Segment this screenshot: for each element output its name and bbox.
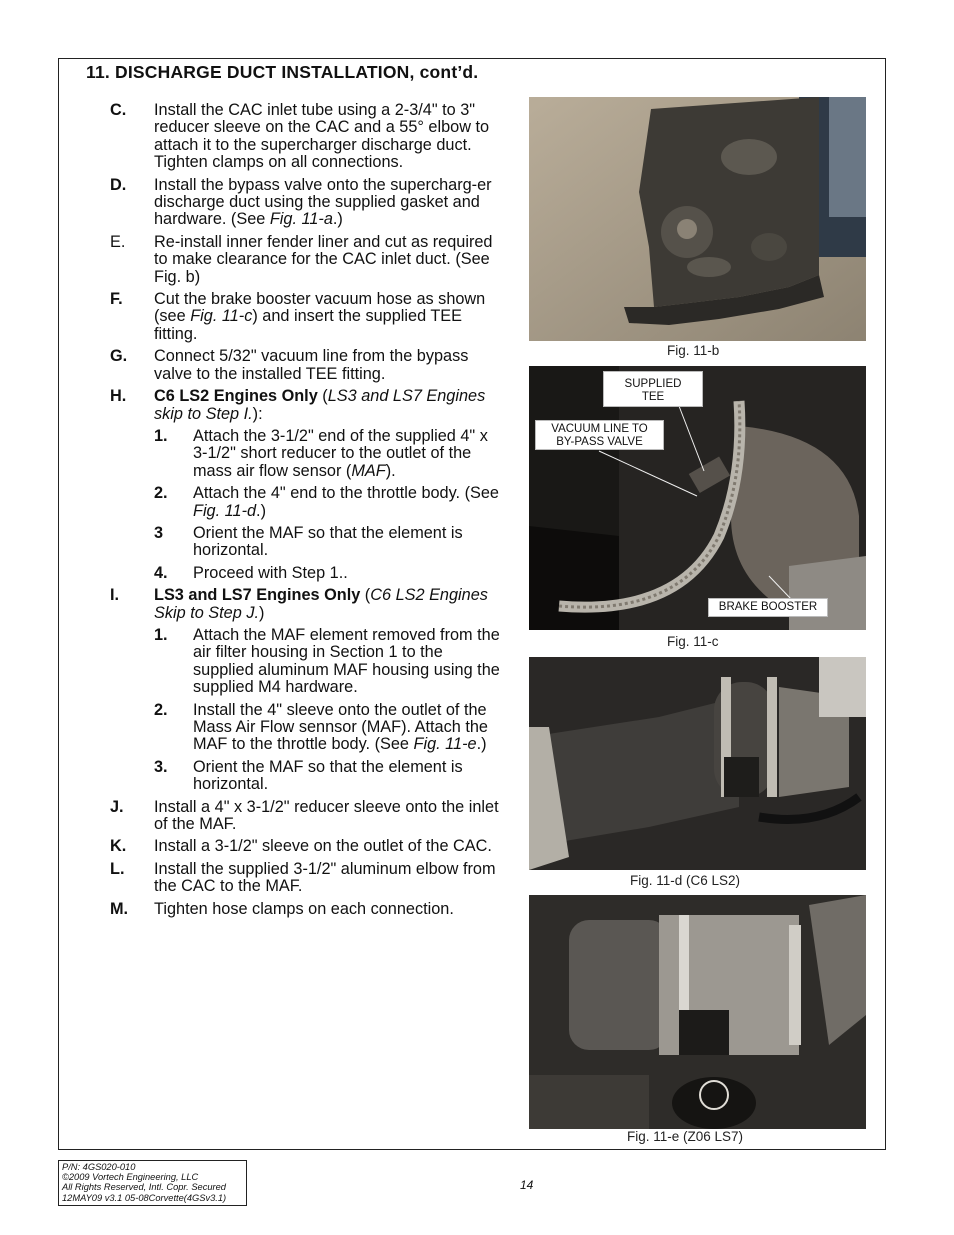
figure-11b-caption: Fig. 11-b: [667, 343, 720, 358]
step-l: [110, 861, 505, 896]
step-text: Install a 3-1/2" sleeve on the outlet of the CAC.: [154, 837, 492, 856]
step-heading: LS3 and LS7 Engines Only: [154, 586, 361, 605]
step-label: M.: [110, 899, 129, 918]
sub-step-reference: MAF: [351, 461, 386, 480]
step-text-end: ) and insert the supplied TEE fitting.: [154, 307, 463, 343]
sub-step-text: Orient the MAF so that the element is horizontal.: [193, 757, 463, 794]
sub-step-label: 1.: [154, 426, 168, 445]
step-f: [110, 291, 505, 343]
callout-label: VACUUM LINE TO BY-PASS VALVE: [551, 423, 648, 448]
sub-step-reference: Fig. 11-d: [193, 501, 257, 520]
sub-step-text-end: ).: [385, 461, 396, 480]
step-k: [110, 838, 505, 855]
maf-ls2-image: [529, 657, 866, 870]
sub-step-label: 3: [154, 523, 164, 542]
rights-line: All Rights Reserved, Intl. Copr. Secured: [62, 1182, 226, 1193]
revision-line: 12MAY09 v3.1 05-08Corvette(4GSv3.1): [62, 1192, 227, 1203]
step-label: D.: [110, 175, 127, 194]
figure-reference: Fig. 11-a: [269, 210, 333, 229]
step-label: E.: [110, 232, 126, 251]
figure-11e-caption: Fig. 11-e (Z06 LS7): [627, 1129, 744, 1144]
step-text: Install the bypass valve onto the supercharg-er discharge duct using the supplied gasket and hardware. (See: [154, 175, 492, 229]
step-text: Tighten hose clamps on each connection.: [154, 899, 454, 918]
sub-step-text-end: .): [256, 501, 266, 520]
page-number: 14: [520, 1178, 534, 1192]
instruction-steps: [110, 102, 505, 923]
step-label: F.: [110, 290, 123, 309]
step-i: I. LS3 and LS7 Engines Only (C6 LS2 Engines Skip to Step J.): [110, 586, 488, 622]
step-text-end: .): [332, 210, 343, 229]
sub-step-text: Orient the MAF so that the element is horizontal.: [193, 523, 463, 560]
step-d: [110, 177, 505, 229]
sub-step-text: Attach the 4" end to the throttle body. (See: [193, 484, 499, 503]
sub-step-label: 3.: [154, 757, 168, 776]
figure-11c-caption: Fig. 11-c: [667, 634, 719, 649]
step-g: [110, 348, 505, 383]
sub-step: [154, 759, 505, 794]
figure-11d-photo: [529, 657, 866, 870]
footer-copyright-box: [58, 1160, 247, 1206]
fender-liner-image: [529, 97, 866, 341]
step-h: H. C6 LS2 Engines Only (LS3 and LS7 Engines skip to Step I.):: [110, 387, 486, 423]
callout-brake-booster: [708, 598, 828, 617]
step-text: Connect 5/32" vacuum line from the bypass valve to the installed TEE fitting.: [154, 347, 469, 383]
step-heading: C6 LS2 Engines Only: [154, 387, 318, 406]
step-label: G.: [110, 347, 128, 366]
section-title: 11. DISCHARGE DUCT INSTALLATION, cont’d.: [86, 62, 479, 82]
figure-reference: Fig. 11-c: [190, 307, 253, 326]
step-j: [110, 799, 505, 834]
sub-step-text-end: .): [476, 735, 487, 754]
sub-step-text: Attach the 3-1/2" end of the supplied 4" x 3-1/2" short reducer to the outlet of the mass air flow sensor (: [193, 426, 488, 480]
callout-vacuum-line: [535, 420, 664, 450]
figure-11b-photo: [529, 97, 866, 341]
figure-11d-caption: Fig. 11-d (C6 LS2): [630, 873, 741, 888]
callout-label: SUPPLIED TEE: [624, 378, 682, 403]
sub-step: [154, 485, 505, 520]
sub-step-label: 1.: [154, 625, 168, 644]
sub-step: [154, 525, 505, 560]
step-text: Install a 4" x 3-1/2" reducer sleeve onto the inlet of the MAF.: [154, 797, 499, 834]
sub-step-text: Install the 4" sleeve onto the outlet of the Mass Air Flow sennsor (MAF). Attach the MAF to the throttle body. (See: [193, 700, 488, 754]
step-label: J.: [110, 797, 124, 816]
copyright-line: ©2009 Vortech Engineering, LLC: [62, 1172, 199, 1183]
step-text: Re-install inner fender liner and cut as required to make clearance for the CAC inlet duct. (See Fig. b): [154, 232, 493, 286]
sub-step-label: 4.: [154, 563, 168, 582]
sub-step-text: Attach the MAF element removed from the air filter housing in Section 1 to the supplied aluminum MAF housing using the supplied M4 hardware.: [193, 625, 500, 697]
step-e: [110, 234, 505, 286]
callout-label: BRAKE BOOSTER: [718, 601, 818, 613]
step-text: Cut the brake booster vacuum hose as shown (see: [154, 290, 486, 326]
sub-step-reference: Fig. 11-e: [413, 735, 477, 754]
step-c: [110, 102, 505, 172]
step-label: H.: [110, 387, 127, 406]
sub-step: [154, 565, 505, 582]
sub-step-text: Proceed with Step 1..: [193, 563, 348, 582]
step-label: I.: [110, 586, 120, 605]
sub-step: [154, 702, 505, 754]
sub-step-label: 2.: [154, 700, 168, 719]
maf-ls7-image: [529, 895, 866, 1129]
part-number: P/N: 4GS020-010: [62, 1162, 136, 1172]
step-note: LS3 and LS7 Engines skip to Step I.: [154, 387, 486, 423]
step-label: L.: [110, 859, 125, 878]
figure-11e-photo: [529, 895, 866, 1129]
sub-step: [154, 627, 505, 697]
step-m: [110, 901, 505, 918]
step-text: Install the supplied 3-1/2" aluminum elbow from the CAC to the MAF.: [154, 859, 496, 896]
step-text: Install the CAC inlet tube using a 2-3/4" to 3" reducer sleeve on the CAC and a 55° elbow to attach it to the supercharger discharge duct. Tighten clamps on all connections.: [154, 101, 490, 172]
step-note: C6 LS2 Engines Skip to Step J.: [154, 586, 488, 622]
sub-step-label: 2.: [154, 484, 168, 503]
sub-step: [154, 428, 505, 480]
callout-supplied-tee: [603, 371, 703, 407]
step-label: K.: [110, 837, 127, 856]
step-label: C.: [110, 101, 127, 119]
